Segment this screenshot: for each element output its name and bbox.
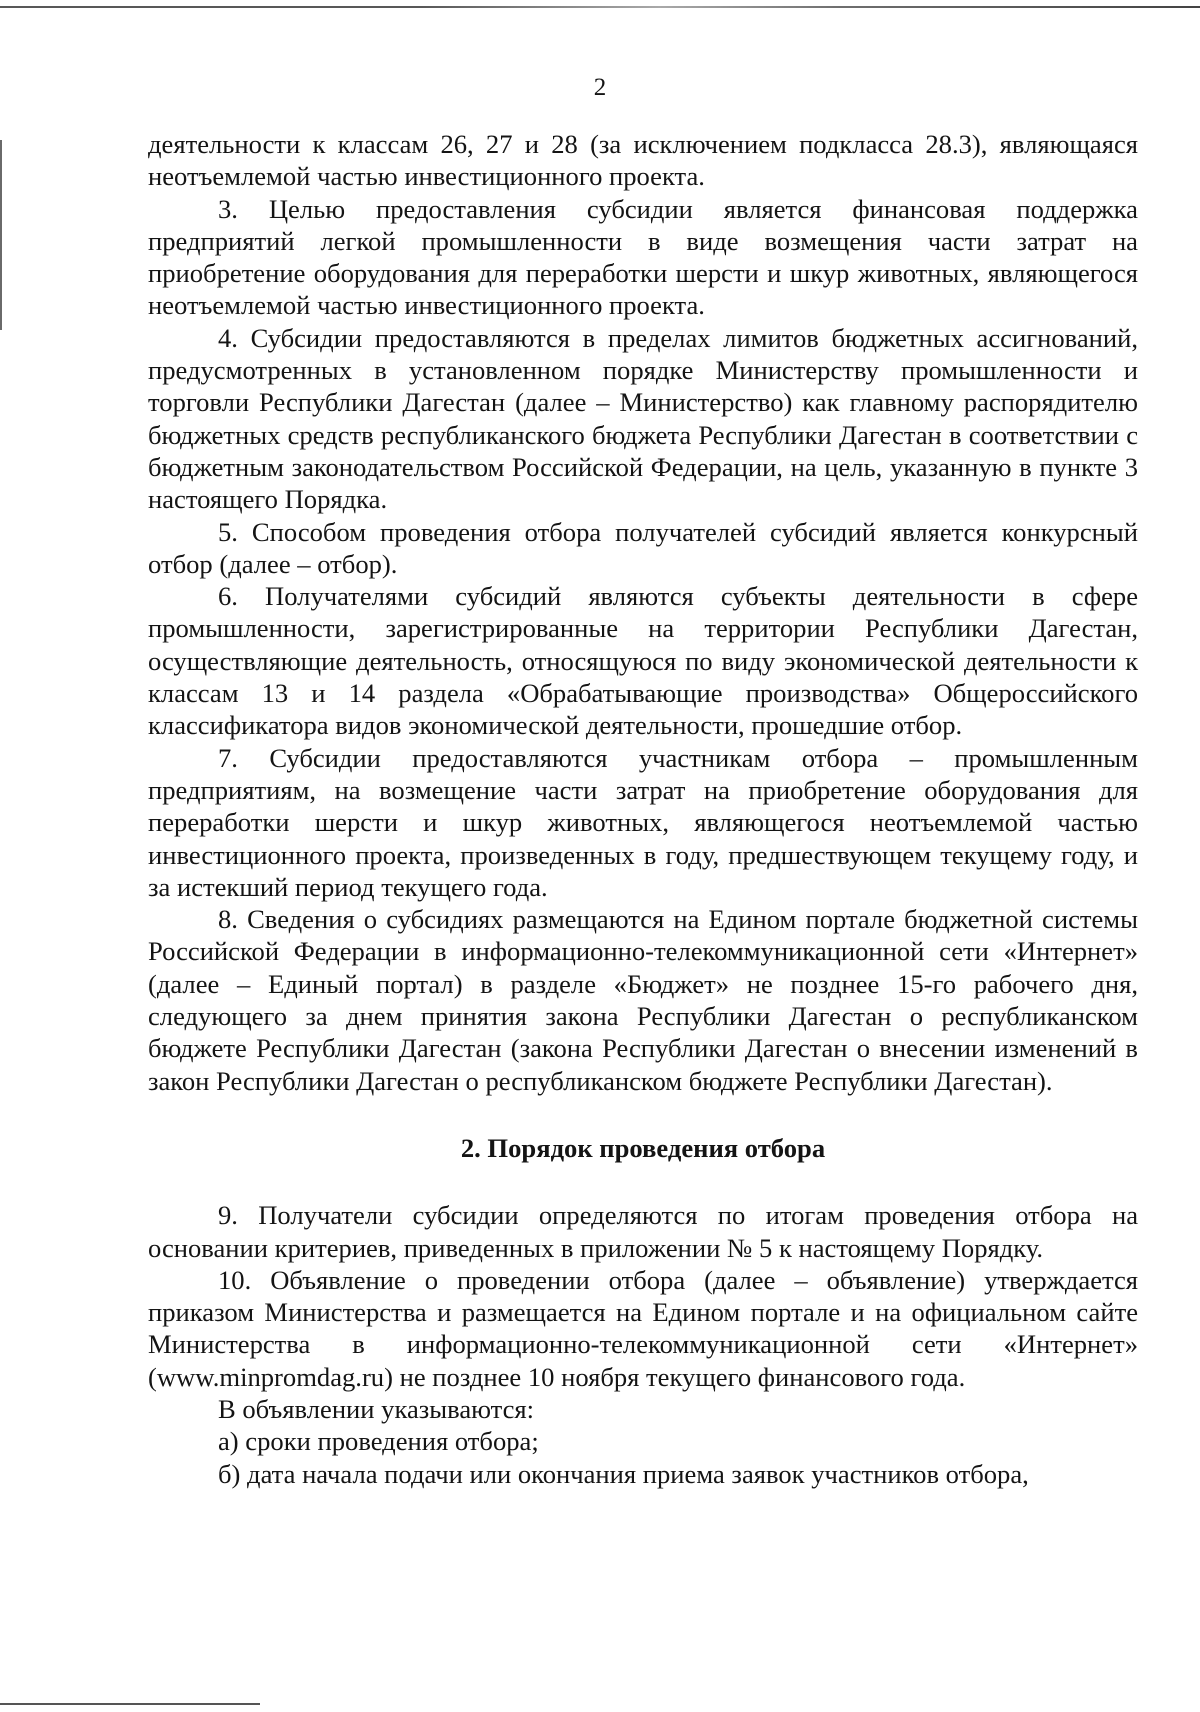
section-heading: 2. Порядок проведения отбора xyxy=(460,1132,826,1163)
paragraph-6: 6. Получателями субсидий являются субъекты деятельности в сфере промышленности, зарегистрированные на территории Республики Дагестан, осуществляющие деятельность, относящуюся по виду экономической деятельности к классам 13 и 14 раздела «Обрабатывающие производства» Общероссийского классификатора видов экономической деятельности, прошедшие отбор. xyxy=(148,581,1138,741)
paragraph-10: 10. Объявление о проведении отбора (далее – объявление) утверждается приказом Министерства и размещается на Едином портале и на официальном сайте Министерства в информационно-телекоммуникационной сети «Интернет» (www.minpromdag.ru) не позднее 10 ноября текущего финансового года. xyxy=(148,1264,1138,1392)
paragraph-continuation: деятельности к классам 26, 27 и 28 (за исключением подкласса 28.3), являющаяся неотъемлемой частью инвестиционного проекта. xyxy=(148,129,1138,192)
scan-edge-left xyxy=(0,140,2,330)
paragraph-8: 8. Сведения о субсидиях размещаются на Едином портале бюджетной системы Российской Федерации в информационно-телекоммуникационной сети «Интернет» (далее – Единый портал) в разделе «Бюджет» не позднее 15-го рабочего дня, следующего за днем принятия закона Республики Дагестан о республиканском бюджете Республики Дагестан (закона Республики Дагестан о внесении изменений в закон Республики Дагестан о республиканском бюджете Республики Дагестан). xyxy=(148,904,1138,1096)
paragraph-4: 4. Субсидии предоставляются в пределах лимитов бюджетных ассигнований, предусмотренных в установленном порядке Министерству промышленности и торговли Республики Дагестан (далее – Министерство) как главному распорядителю бюджетных средств республиканского бюджета Республики Дагестан в соответствии с бюджетным законодательством Российской Федерации, на цель, указанную в пункте 3 настоящего Порядка. xyxy=(148,322,1138,515)
list-item-b: б) дата начала подачи или окончания приема заявок участников отбора, xyxy=(218,1458,1029,1489)
page-number: 2 xyxy=(593,74,607,101)
list-item-a: а) сроки проведения отбора; xyxy=(218,1426,539,1457)
scan-edge-top xyxy=(0,6,1200,8)
paragraph-3: 3. Целью предоставления субсидии является финансовая поддержка предприятий легкой промышленности в виде возмещения части затрат на приобретение оборудования для переработки шерсти и шкур животных, являющегося неотъемлемой частью инвестиционного проекта. xyxy=(148,193,1138,321)
document-body xyxy=(148,128,1138,1490)
paragraph-5: 5. Способом проведения отбора получателей субсидий является конкурсный отбор (далее – отбор). xyxy=(148,516,1138,579)
scan-edge-bottom xyxy=(0,1703,260,1705)
paragraph-7: 7. Субсидии предоставляются участникам отбора – промышленным предприятиям, на возмещение части затрат на приобретение оборудования для переработки шерсти и шкур животных, являющегося неотъемлемой частью инвестиционного проекта, произведенных в году, предшествующем текущему году, и за истекший период текущего года. xyxy=(148,742,1138,902)
announcement-intro: В объявлении указываются: xyxy=(218,1393,535,1424)
paragraph-9: 9. Получатели субсидии определяются по итогам проведения отбора на основании критериев, приведенных в приложении № 5 к настоящему Порядку. xyxy=(148,1200,1138,1263)
